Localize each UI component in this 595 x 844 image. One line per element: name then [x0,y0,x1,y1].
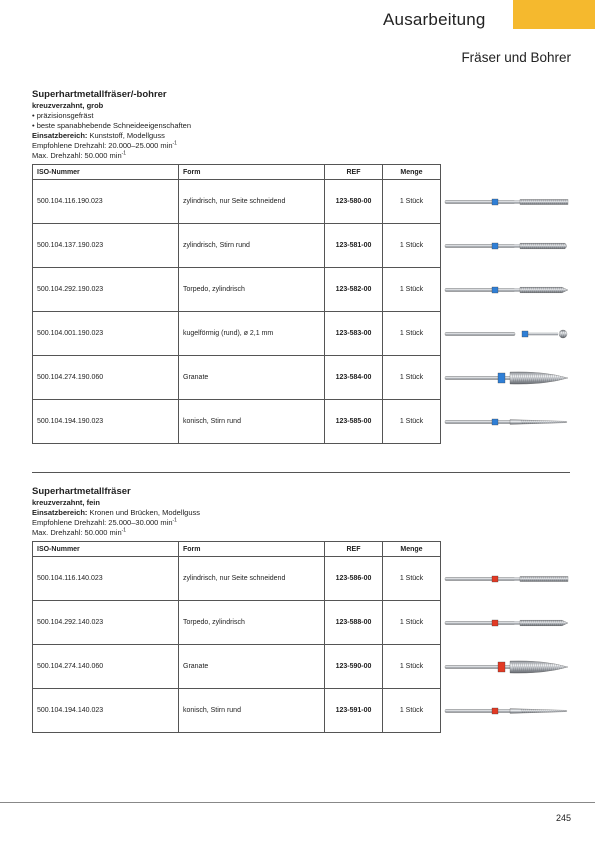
quantity-cell: 1 Stück [383,268,441,312]
max-speed [32,528,440,538]
table-row [33,557,441,601]
ref-cell: 123-581-00 [325,224,383,268]
form-cell: kugelförmig (rund), ø 2,1 mm [179,312,325,356]
accent-tab [513,0,595,29]
ref-cell: 123-591-00 [325,689,383,733]
bur-cyl-round-icon [444,234,572,258]
table-row [33,180,441,224]
section-title: Superhartmetallfräser/-bohrer [32,89,167,100]
bur-image [444,567,572,591]
speed-exponent: -1 [121,527,127,534]
bur-image [444,699,572,723]
bur-image [444,366,572,390]
ref-cell: 123-588-00 [325,601,383,645]
iso-number-cell: 500.104.194.190.023 [33,400,179,444]
product-table [32,541,441,733]
bur-image [444,655,572,679]
max-speed-text: Max. Drehzahl: 50.000 min [32,151,122,160]
bur-flame-icon [444,655,572,679]
recommended-speed-text: Empfohlene Drehzahl: 25.000–30.000 min [32,518,173,527]
table-header-row [33,165,441,180]
bur-cone-icon [444,410,572,434]
quantity-cell: 1 Stück [383,356,441,400]
header-ref: REF [325,542,383,557]
section-title: Superhartmetallfräser [32,486,131,497]
iso-number-cell: 500.104.292.140.023 [33,601,179,645]
quantity-cell: 1 Stück [383,180,441,224]
table-row [33,601,441,645]
table-row [33,356,441,400]
quantity-cell: 1 Stück [383,312,441,356]
ref-cell: 123-580-00 [325,180,383,224]
ref-cell: 123-585-00 [325,400,383,444]
form-cell: konisch, Stirn rund [179,689,325,733]
header-form: Form [179,542,325,557]
section-fine [32,486,440,733]
ref-cell: 123-584-00 [325,356,383,400]
form-cell: zylindrisch, nur Seite schneidend [179,180,325,224]
bur-image [444,611,572,635]
bur-image [444,234,572,258]
table-row [33,645,441,689]
header-iso: ISO-Nummer [33,542,179,557]
section-subtitle: kreuzverzahnt, fein [32,498,100,507]
usage-line [32,131,440,141]
section-coarse [32,89,440,444]
usage-label: Einsatzbereich: [32,508,88,517]
iso-number-cell: 500.104.001.190.023 [33,312,179,356]
ref-cell: 123-583-00 [325,312,383,356]
form-cell: Granate [179,356,325,400]
table-header-row [33,542,441,557]
quantity-cell: 1 Stück [383,400,441,444]
bur-image [444,278,572,302]
product-table [32,164,441,444]
max-speed [32,151,440,161]
bullet-item: • präzisionsgefräst [32,111,94,120]
iso-number-cell: 500.104.274.190.060 [33,356,179,400]
bur-image [444,190,572,214]
usage-line [32,508,440,518]
iso-number-cell: 500.104.116.140.023 [33,557,179,601]
bur-cyl-side-icon [444,567,572,591]
form-cell: zylindrisch, Stirn rund [179,224,325,268]
max-speed-text: Max. Drehzahl: 50.000 min [32,528,122,537]
bur-image [444,410,572,434]
usage-value: Kunststoff, Modellguss [87,131,165,140]
usage-value: Kronen und Brücken, Modellguss [87,508,201,517]
recommended-speed [32,518,440,528]
header-qty: Menge [383,165,441,180]
header-iso: ISO-Nummer [33,165,179,180]
section-divider [32,472,570,473]
form-cell: Torpedo, zylindrisch [179,601,325,645]
quantity-cell: 1 Stück [383,601,441,645]
ref-cell: 123-590-00 [325,645,383,689]
quantity-cell: 1 Stück [383,645,441,689]
iso-number-cell: 500.104.137.190.023 [33,224,179,268]
ref-cell: 123-582-00 [325,268,383,312]
iso-number-cell: 500.104.292.190.023 [33,268,179,312]
table-row [33,268,441,312]
recommended-speed-text: Empfohlene Drehzahl: 20.000–25.000 min [32,141,173,150]
header-qty: Menge [383,542,441,557]
usage-label: Einsatzbereich: [32,131,88,140]
iso-number-cell: 500.104.274.140.060 [33,645,179,689]
bur-cone-icon [444,699,572,723]
quantity-cell: 1 Stück [383,224,441,268]
speed-exponent: -1 [172,517,177,524]
page-header-subtitle: Fräser und Bohrer [461,50,571,65]
table-row [33,689,441,733]
bur-ball-icon [444,322,572,346]
section-subtitle: kreuzverzahnt, grob [32,101,104,110]
table-row [33,400,441,444]
footer-rule [0,802,595,803]
iso-number-cell: 500.104.194.140.023 [33,689,179,733]
table-row [33,312,441,356]
recommended-speed [32,141,440,151]
table-row [33,224,441,268]
form-cell: Granate [179,645,325,689]
bur-flame-icon [444,366,572,390]
form-cell: Torpedo, zylindrisch [179,268,325,312]
header-ref: REF [325,165,383,180]
form-cell: zylindrisch, nur Seite schneidend [179,557,325,601]
form-cell: konisch, Stirn rund [179,400,325,444]
quantity-cell: 1 Stück [383,557,441,601]
ref-cell: 123-586-00 [325,557,383,601]
speed-exponent: -1 [121,150,127,157]
quantity-cell: 1 Stück [383,689,441,733]
speed-exponent: -1 [172,140,177,147]
bur-torpedo-icon [444,278,572,302]
header-form: Form [179,165,325,180]
bullet-item: • beste spanabhebende Schneideeigenschaften [32,121,192,130]
page-number: 245 [555,813,571,823]
page-header-title: Ausarbeitung [383,10,486,29]
bur-torpedo-icon [444,611,572,635]
iso-number-cell: 500.104.116.190.023 [33,180,179,224]
bur-cyl-side-icon [444,190,572,214]
bur-image [444,322,572,346]
